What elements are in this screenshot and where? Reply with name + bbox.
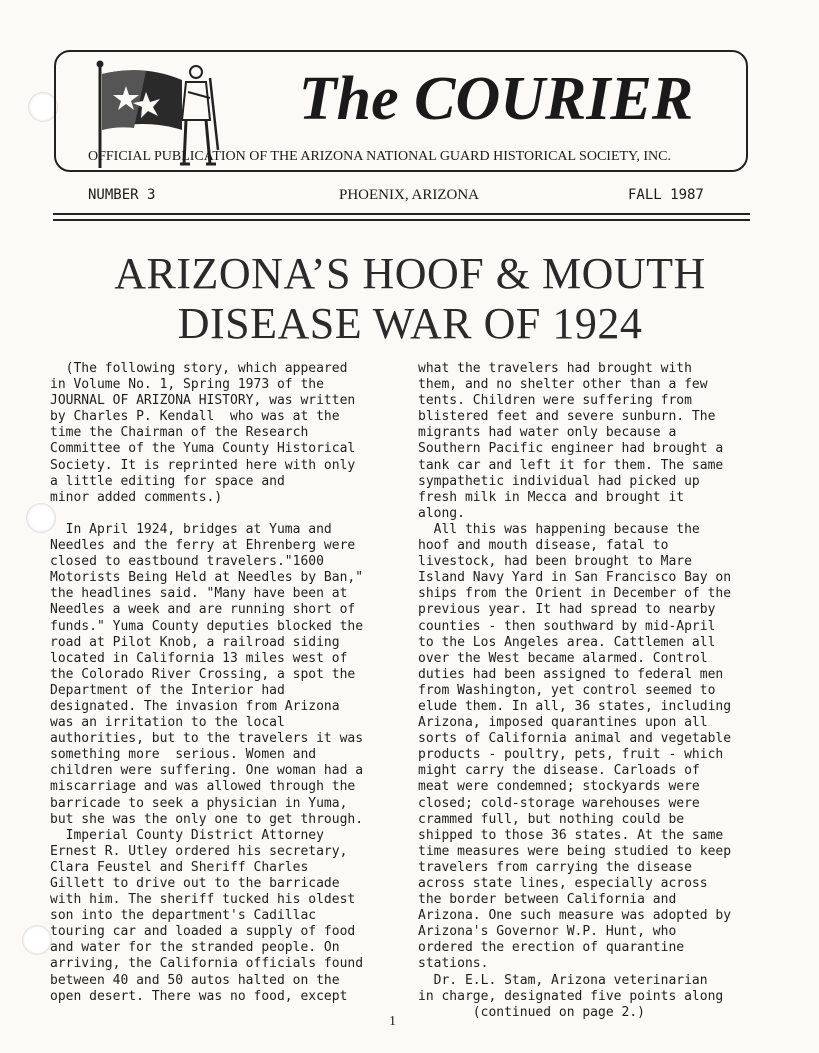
article-line: shipped to those 36 states. At the same bbox=[418, 827, 724, 843]
masthead-subtitle: OFFICIAL PUBLICATION OF THE ARIZONA NATIONAL GUARD HISTORICAL SOCIETY, INC. bbox=[88, 149, 671, 164]
article-line: between 40 and 50 autos halted on the bbox=[50, 972, 340, 988]
article-line: road at Pilot Knob, a railroad siding bbox=[50, 634, 340, 650]
article-line: JOURNAL OF ARIZONA HISTORY, was written bbox=[50, 393, 356, 409]
article-line: ships from the Orient in December of the bbox=[418, 586, 732, 602]
article-line: by Charles P. Kendall who was at the bbox=[50, 409, 340, 425]
article-left-column bbox=[50, 361, 363, 1005]
article-line: travelers from carrying the disease bbox=[418, 859, 692, 875]
article-line: closed; cold-storage warehouses were bbox=[418, 795, 700, 811]
article-line: hoof and mouth disease, fatal to bbox=[418, 538, 669, 554]
article-line: a little editing for space and bbox=[50, 473, 285, 489]
article-line: blistered feet and severe sunburn. The bbox=[418, 409, 716, 425]
article-line: Ernest R. Utley ordered his secretary, bbox=[50, 843, 348, 859]
masthead-rule-bottom bbox=[53, 219, 750, 221]
article-line: designated. The invasion from Arizona bbox=[50, 698, 340, 714]
article-line: Department of the Interior had bbox=[50, 682, 285, 698]
article-line: over the West became alarmed. Control bbox=[418, 650, 708, 666]
article-line: sympathetic individual had picked up bbox=[418, 473, 700, 489]
article-line: counties - then southward by mid-April bbox=[418, 618, 716, 634]
article-line: was an irritation to the local bbox=[50, 715, 285, 731]
article-line: Imperial County District Attorney bbox=[50, 827, 324, 843]
article-line: something more serious. Women and bbox=[50, 747, 317, 763]
article-line: funds." Yuma County deputies blocked the bbox=[50, 618, 364, 634]
article-line: Arizona's Governor W.P. Hunt, who bbox=[418, 924, 677, 940]
article-line: products - poultry, pets, fruit - which bbox=[418, 747, 724, 763]
article-line: closed to eastbound travelers."1600 bbox=[50, 554, 324, 570]
masthead bbox=[54, 50, 748, 172]
masthead-rule-top bbox=[53, 213, 750, 215]
punch-hole-bottom bbox=[22, 925, 52, 955]
article-line: (The following story, which appeared bbox=[50, 361, 348, 376]
article-line: Arizona. One such measure was adopted by bbox=[418, 908, 732, 924]
article-line: them, and no shelter other than a few bbox=[418, 377, 708, 393]
article-line: time the Chairman of the Research bbox=[50, 425, 309, 441]
article-line: previous year. It had spread to nearby bbox=[418, 602, 716, 618]
article-line: Arizona, imposed quarantines upon all bbox=[418, 715, 708, 731]
article-line: son into the department's Cadillac bbox=[50, 908, 317, 924]
issue-season: FALL 1987 bbox=[628, 187, 704, 203]
article-line: Motorists Being Held at Needles by Ban," bbox=[50, 570, 364, 586]
article-line: the headlines said. "Many have been at bbox=[50, 586, 348, 602]
article-line: children were suffering. One woman had a bbox=[50, 763, 364, 779]
article-line: duties had been assigned to federal men bbox=[418, 666, 724, 682]
article-line: might carry the disease. Carloads of bbox=[418, 763, 700, 779]
article-line: touring car and loaded a supply of food bbox=[50, 924, 356, 940]
headline-line-2: DISEASE WAR OF 1924 bbox=[177, 299, 643, 348]
article-line: Clara Feustel and Sheriff Charles bbox=[50, 859, 309, 875]
article-line: located in California 13 miles west of bbox=[50, 650, 348, 666]
article-line: fresh milk in Mecca and brought it bbox=[418, 489, 685, 505]
article-line: elude them. In all, 36 states, including bbox=[418, 698, 732, 714]
article-line: ordered the erection of quarantine bbox=[418, 940, 685, 956]
article-line: meat were condemned; stockyards were bbox=[418, 779, 700, 795]
headline-line-1: ARIZONA’S HOOF & MOUTH bbox=[114, 249, 706, 298]
article-line: tents. Children were suffering from bbox=[418, 393, 692, 409]
article-line bbox=[50, 506, 363, 522]
article-line: crammed full, but nothing could be bbox=[418, 811, 685, 827]
article-line: In April 1924, bridges at Yuma and bbox=[50, 521, 332, 537]
article-line: Needles a week and are running short of bbox=[50, 602, 356, 618]
article-line: Committee of the Yuma County Historical bbox=[50, 441, 356, 457]
article-line: arriving, the California officials found bbox=[50, 956, 364, 972]
article-line: stations. bbox=[418, 956, 489, 972]
article-line: to the Los Angeles area. Cattlemen all bbox=[418, 634, 716, 650]
article-line: Society. It is reprinted here with only bbox=[50, 457, 356, 473]
article-line: migrants had water only because a bbox=[418, 425, 677, 441]
article-line: Island Navy Yard in San Francisco Bay on bbox=[418, 570, 732, 586]
article-line: what the travelers had brought with bbox=[418, 361, 692, 376]
article-line: Needles and the ferry at Ehrenberg were bbox=[50, 538, 356, 554]
article-line: Southern Pacific engineer had brought a bbox=[418, 441, 724, 457]
issue-place: PHOENIX, ARIZONA bbox=[339, 187, 479, 203]
article-line: the border between California and bbox=[418, 892, 677, 908]
article-line: but she was the only one to get through. bbox=[50, 811, 364, 827]
article-line: in Volume No. 1, Spring 1973 of the bbox=[50, 377, 324, 393]
article-line: livestock, had been brought to Mare bbox=[418, 554, 692, 570]
issue-number: NUMBER 3 bbox=[88, 187, 156, 203]
article-line: All this was happening because the bbox=[418, 521, 700, 537]
article-line: along. bbox=[418, 505, 465, 521]
article-right-column bbox=[418, 361, 731, 1021]
article-line: (continued on page 2.) bbox=[418, 1004, 645, 1020]
article-line: Dr. E.L. Stam, Arizona veterinarian bbox=[418, 972, 708, 988]
article-line: with him. The sheriff tucked his oldest bbox=[50, 892, 356, 908]
article-line: Gillett to drive out to the barricade bbox=[50, 876, 340, 891]
article-line: open desert. There was no food, except bbox=[50, 988, 348, 1004]
article-line: from Washington, yet control seemed to bbox=[418, 682, 716, 698]
article-line: tank car and left it for them. The same bbox=[418, 457, 724, 473]
article-line: and water for the stranded people. On bbox=[50, 940, 340, 956]
article-line: time measures were being studied to keep bbox=[418, 843, 732, 859]
article-line: the Colorado River Crossing, a spot the bbox=[50, 666, 356, 682]
article-line: authorities, but to the travelers it was bbox=[50, 731, 364, 747]
page-number: 1 bbox=[389, 1014, 396, 1029]
article-line: in charge, designated five points along bbox=[418, 988, 724, 1004]
masthead-title: The COURIER bbox=[298, 65, 694, 133]
article-line: sorts of California animal and vegetable bbox=[418, 731, 732, 747]
article-line: minor added comments.) bbox=[50, 489, 223, 505]
article-line: barricade to seek a physician in Yuma, bbox=[50, 795, 348, 811]
article-line: miscarriage and was allowed through the bbox=[50, 779, 356, 795]
article-line: across state lines, especially across bbox=[418, 876, 708, 891]
